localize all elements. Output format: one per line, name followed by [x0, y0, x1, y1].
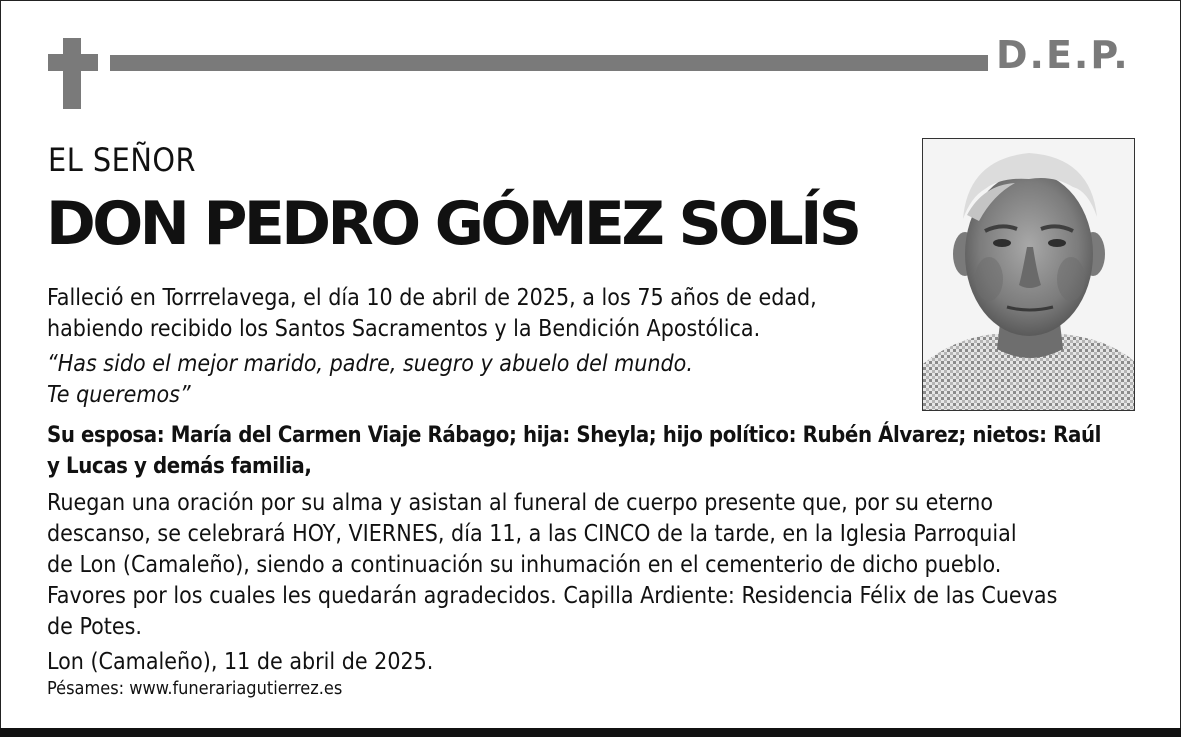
condolences-link[interactable]: Pésames: www.funerariagutierrez.es [47, 678, 343, 699]
funeral-line: descanso, se celebrará HOY, VIERNES, día 11, a las CINCO de la tarde, en la Iglesia Parroquial [47, 521, 1017, 547]
funeral-details [47, 488, 1057, 643]
memorial-quote [47, 349, 693, 411]
family-line: y Lucas y demás familia, [47, 454, 312, 479]
place-date: Lon (Camaleño), 11 de abril de 2025. [47, 649, 434, 675]
death-notice-line: Falleció en Torrrelavega, el día 10 de abril de 2025, a los 75 años de edad, [47, 285, 817, 311]
deceased-photo [922, 138, 1135, 411]
family-list [47, 420, 1101, 482]
quote-line: “Has sido el mejor marido, padre, suegro y abuelo del mundo. [47, 351, 693, 377]
header-rule [110, 55, 988, 71]
quote-line: Te queremos” [47, 382, 191, 408]
deceased-intro: EL SEÑOR [48, 141, 197, 179]
death-notice [47, 283, 817, 345]
deceased-name: DON PEDRO GÓMEZ SOLÍS [46, 189, 859, 259]
family-line: Su esposa: María del Carmen Viaje Rábago; hija: Sheyla; hijo político: Rubén Álvarez; nietos: Raúl [47, 423, 1102, 448]
cross-icon [63, 38, 81, 109]
death-notice-line: habiendo recibido los Santos Sacramentos y la Bendición Apostólica. [47, 316, 761, 342]
dep-label: D.E.P. [996, 33, 1130, 77]
funeral-line: Ruegan una oración por su alma y asistan al funeral de cuerpo presente que, por su eterno [47, 490, 994, 516]
cross-icon-bar [48, 54, 98, 71]
bottom-rule [0, 728, 1181, 737]
funeral-line: Favores por los cuales les quedarán agradecidos. Capilla Ardiente: Residencia Félix de las Cuevas [47, 583, 1058, 609]
funeral-line: de Potes. [47, 614, 142, 640]
funeral-line: de Lon (Camaleño), siendo a continuación su inhumación en el cementerio de dicho pueblo. [47, 552, 1002, 578]
